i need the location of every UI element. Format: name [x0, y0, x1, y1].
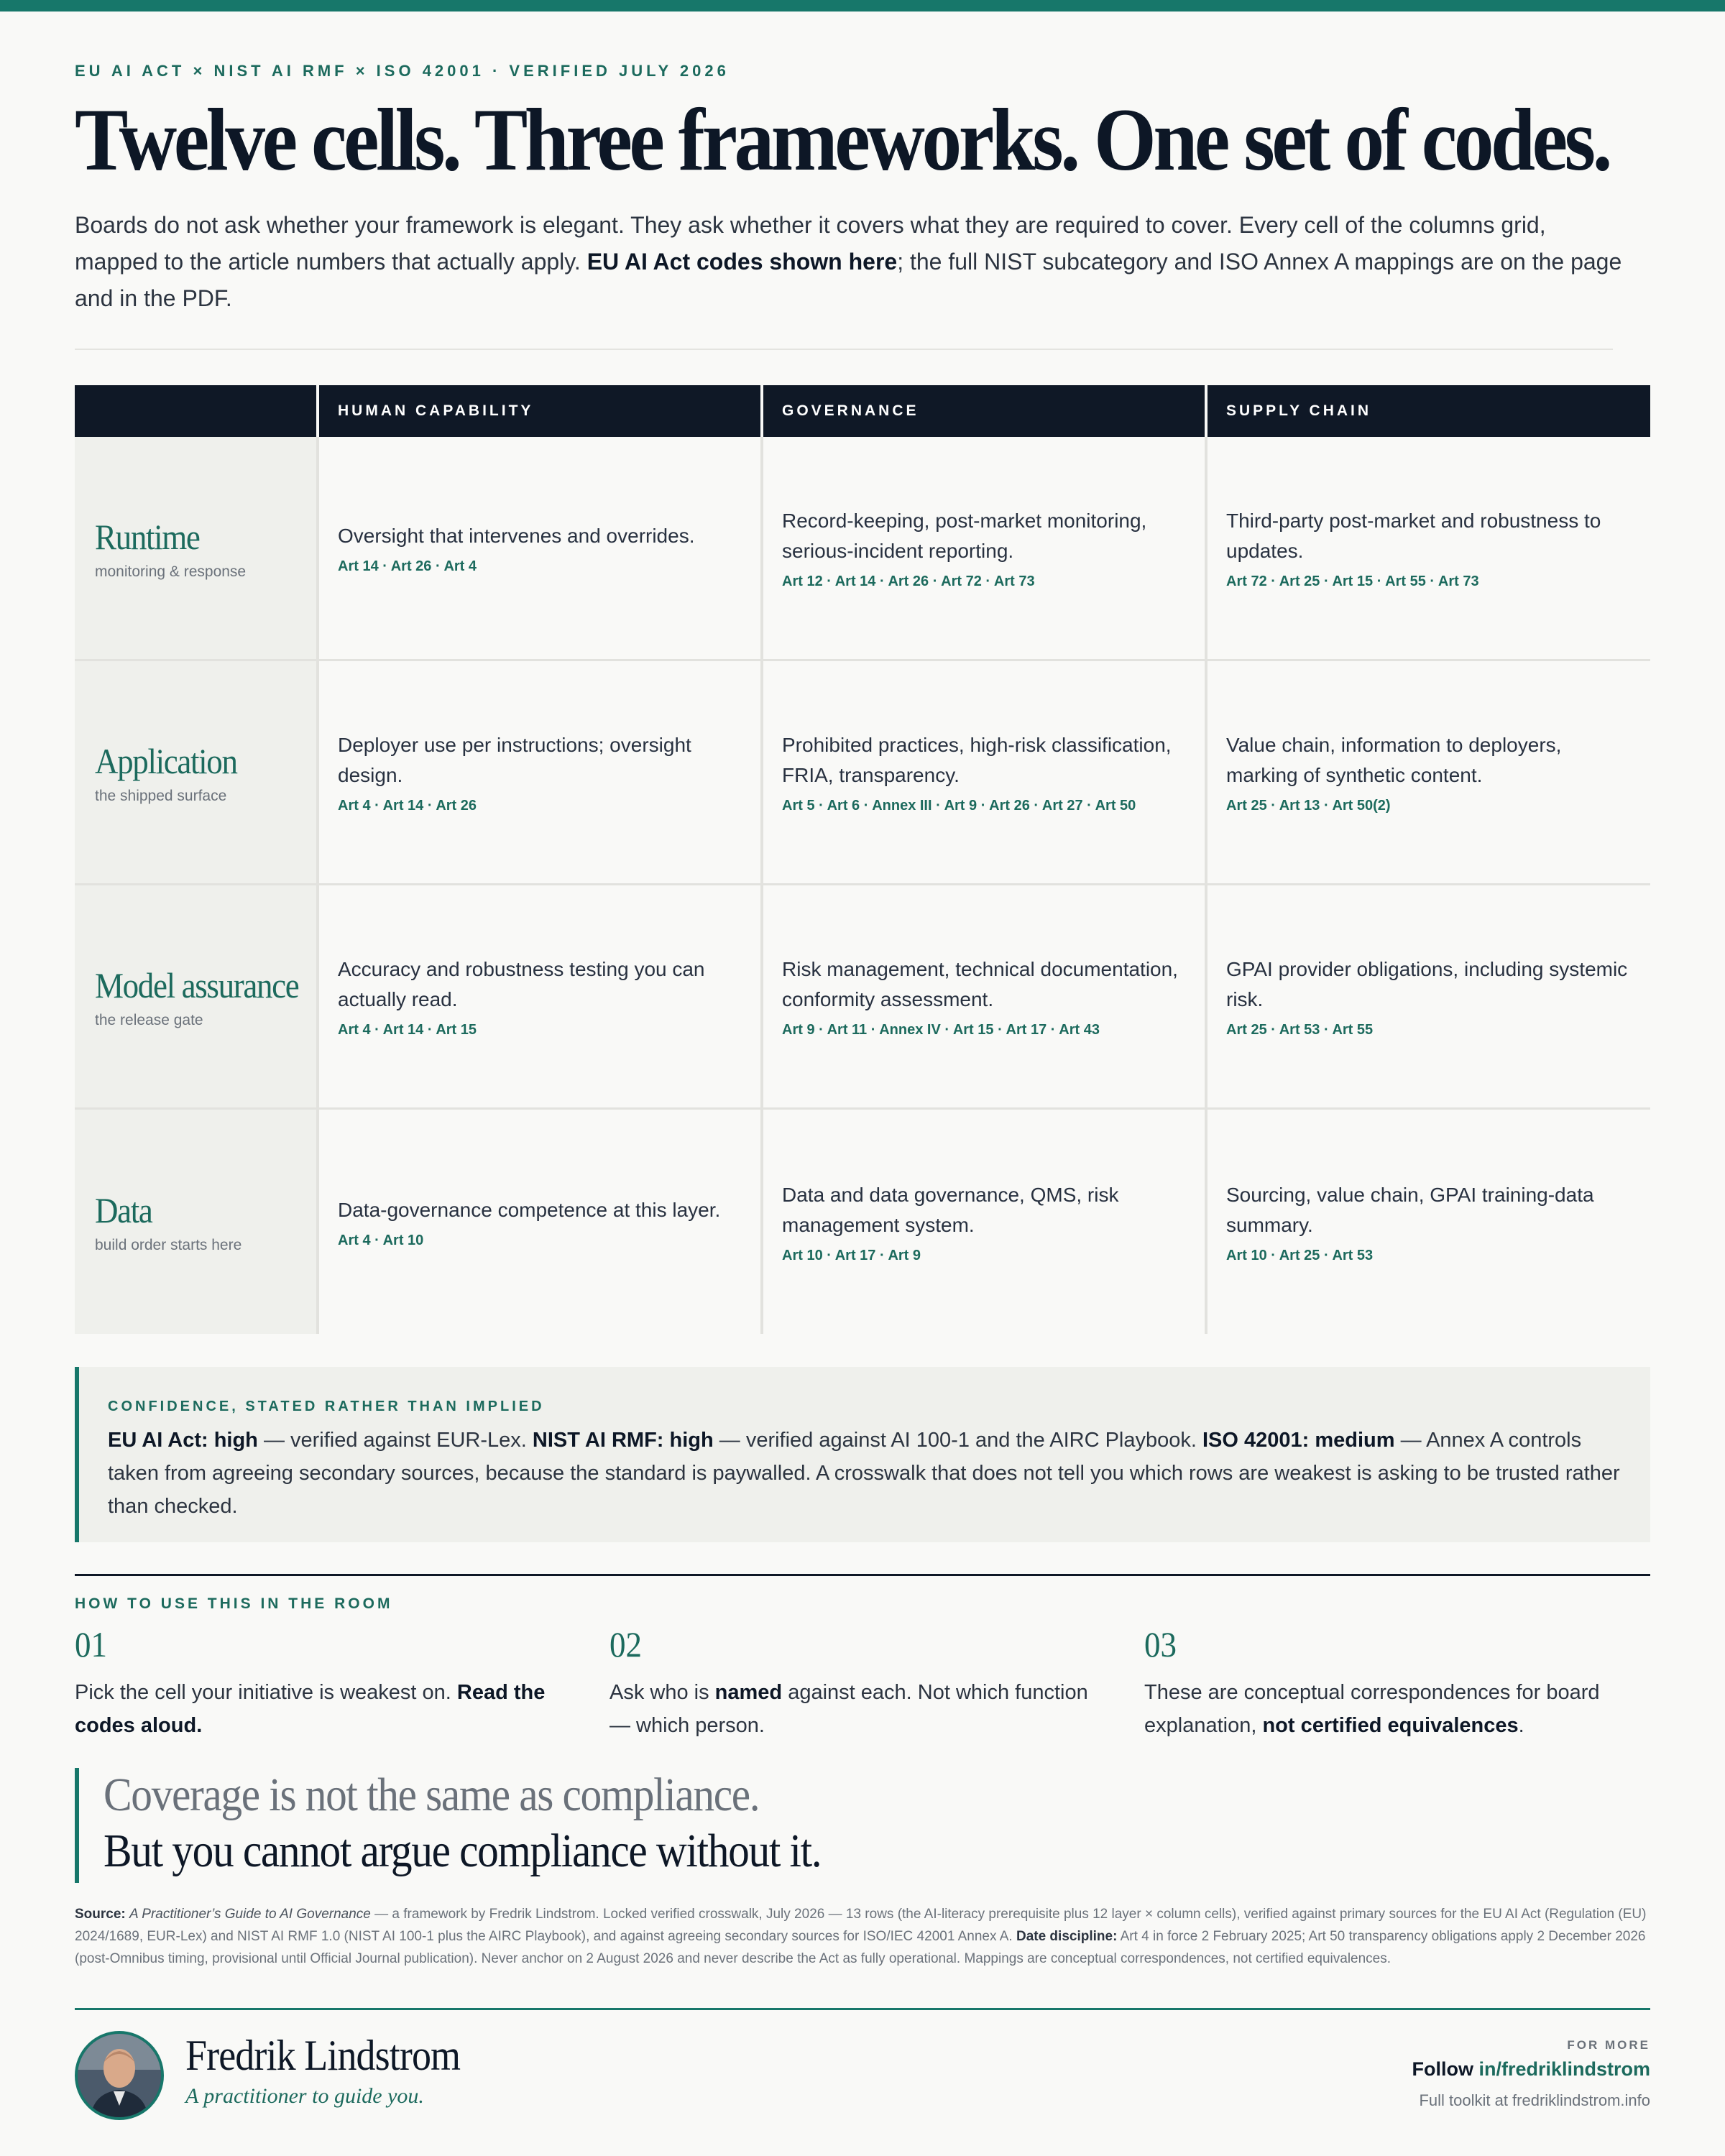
step-text [610, 1676, 1113, 1742]
step-text [1144, 1676, 1647, 1742]
grid-cell [760, 1110, 1205, 1334]
article-codes: Art 72 · Art 25 · Art 15 · Art 55 · Art 73 [1226, 573, 1479, 589]
row-header [75, 1110, 316, 1334]
author-tagline: A practitioner to guide you. [185, 2084, 424, 2108]
article-codes: Art 10 · Art 17 · Art 9 [782, 1247, 921, 1263]
article-codes: Art 4 · Art 14 · Art 26 [338, 798, 477, 814]
follow-label: Follow [1412, 2058, 1473, 2080]
article-codes: Art 14 · Art 26 · Art 4 [338, 558, 477, 574]
grid-cell [1205, 437, 1650, 659]
row-title: Model assurance [95, 964, 299, 1005]
step-text-post: . [1518, 1714, 1524, 1737]
row-header [75, 661, 316, 883]
grid-row-data [75, 1110, 1650, 1334]
footer-divider [75, 2008, 1650, 2010]
eyebrow: EU AI ACT × NIST AI RMF × ISO 42001 · VERIFIED JULY 2026 [75, 62, 730, 80]
step-text-pre: Ask who is [610, 1681, 715, 1704]
intro-text-end: ; the full NIST subcategory and ISO Annex A mappings are on the page and in the PDF. [75, 249, 1622, 311]
confidence-text [108, 1424, 1622, 1523]
grid-cell [1205, 885, 1650, 1107]
quote-line-2: But you cannot argue compliance without it. [104, 1825, 822, 1877]
cell-text: Value chain, information to deployers, marking of synthetic content. [1226, 734, 1562, 786]
source-label: Source: [75, 1907, 126, 1922]
column-header-governance: GOVERNANCE [763, 385, 1205, 437]
column-header-human-capability: HUMAN CAPABILITY [319, 385, 760, 437]
grid-cell [760, 885, 1205, 1107]
row-subtitle: build order starts here [95, 1237, 242, 1253]
confidence-label: CONFIDENCE, STATED RATHER THAN IMPLIED [108, 1399, 545, 1414]
divider [75, 349, 1613, 350]
intro-text: Boards do not ask whether your framework is elegant. They ask whether it covers what they are required to cover. Every cell of the columns grid, mapped to the article numbers that actually apply. [75, 212, 1546, 275]
cell-text: GPAI provider obligations, including systemic risk. [1226, 958, 1628, 1010]
for-more-label: FOR MORE [1567, 2038, 1650, 2052]
article-codes: Art 10 · Art 25 · Art 53 [1226, 1247, 1374, 1263]
cell-text: Data-governance competence at this layer. [338, 1198, 721, 1221]
row-subtitle: the shipped surface [95, 787, 227, 804]
column-header-supply-chain: SUPPLY CHAIN [1208, 385, 1650, 437]
date-discipline-label: Date discipline: [1016, 1929, 1118, 1944]
toolkit-link[interactable]: Full toolkit at fredriklindstrom.info [1419, 2091, 1650, 2109]
grid-header-row [75, 385, 1650, 437]
step-text-bold: Read the codes aloud. [75, 1681, 546, 1737]
person-photo-icon [78, 2034, 161, 2117]
grid-row-application [75, 661, 1650, 885]
grid-row-model-assurance [75, 885, 1650, 1110]
article-codes: Art 12 · Art 14 · Art 26 · Art 72 · Art 73 [782, 573, 1035, 589]
step-01 [75, 1623, 578, 1742]
cell-text: Data and data governance, QMS, risk management system. [782, 1183, 1119, 1236]
confidence-callout [75, 1367, 1650, 1542]
row-title: Application [95, 740, 237, 781]
page-title: Twelve cells. Three frameworks. One set of codes. [75, 91, 1609, 189]
row-subtitle: the release gate [95, 1011, 203, 1028]
confidence-iso-note: — Annex A controls taken from agreeing secondary sources, because the standard is paywalled. A crosswalk that does not tell you which rows are weakest is asking to be trusted rather than checked. [108, 1429, 1620, 1518]
grid-cell [1205, 1110, 1650, 1334]
step-text-bold: named [714, 1681, 783, 1704]
quote-line-1: Coverage is not the same as compliance. [104, 1769, 760, 1821]
source-note [75, 1903, 1650, 1970]
source-text: — a framework by Fredrik Lindstrom. Locked verified crosswalk, July 2026 — 13 rows (the AI-literacy prerequisite plus 12 layer × column cells), verified against primary sources for the EU AI Act (Regulation (EU) 2024/1689, EUR-Lex) and NIST AI RMF 1.0 (NIST AI 100-1 plus the AIRC Playbook), and against agreeing secondary sources for ISO/IEC 42001 Annex A. [75, 1907, 1647, 1944]
cell-text: Sourcing, value chain, GPAI training-data summary. [1226, 1183, 1594, 1236]
article-codes: Art 4 · Art 10 [338, 1232, 424, 1248]
step-text-pre: Pick the cell your initiative is weakest on. [75, 1681, 457, 1704]
grid-header-corner [75, 385, 316, 437]
grid-row-runtime [75, 437, 1650, 661]
article-codes: Art 25 · Art 53 · Art 55 [1226, 1022, 1374, 1038]
row-subtitle: monitoring & response [95, 563, 247, 580]
intro-emphasis: EU AI Act codes shown here [586, 249, 898, 275]
article-codes: Art 4 · Art 14 · Art 15 [338, 1022, 477, 1038]
grid-cell [316, 885, 760, 1107]
article-codes: Art 25 · Art 13 · Art 50(2) [1226, 798, 1391, 814]
avatar [75, 2031, 164, 2120]
step-text [75, 1676, 578, 1742]
confidence-nist-note: — verified against AI 100-1 and the AIRC Playbook. [713, 1429, 1202, 1452]
row-title: Data [95, 1190, 152, 1230]
row-header [75, 437, 316, 659]
author-name: Fredrik Lindstrom [185, 2032, 461, 2079]
article-codes: Art 5 · Art 6 · Annex III · Art 9 · Art 26 · Art 27 · Art 50 [782, 798, 1136, 814]
top-accent-bar [0, 0, 1725, 11]
cell-text: Risk management, technical documentation, conformity assessment. [782, 958, 1178, 1010]
grid-cell [316, 661, 760, 883]
step-03 [1144, 1623, 1647, 1742]
confidence-iso: ISO 42001: medium [1202, 1429, 1395, 1452]
linkedin-handle-link[interactable]: in/fredriklindstrom [1478, 2058, 1650, 2080]
grid-cell [760, 437, 1205, 659]
grid-cell [316, 437, 760, 659]
step-number: 03 [1144, 1624, 1177, 1664]
confidence-eu: EU AI Act: high [108, 1429, 258, 1452]
grid-cell [760, 661, 1205, 883]
step-number: 02 [610, 1624, 642, 1664]
confidence-nist: NIST AI RMF: high [532, 1429, 714, 1452]
cell-text: Deployer use per instructions; oversight design. [338, 734, 691, 786]
confidence-eu-note: — verified against EUR-Lex. [257, 1429, 533, 1452]
step-text-post: against each. Not which function — which person. [610, 1681, 1088, 1737]
cell-text: Accuracy and robustness testing you can actually read. [338, 958, 705, 1010]
intro-paragraph [75, 207, 1627, 317]
cell-text: Third-party post-market and robustness to updates. [1226, 510, 1601, 562]
follow-line [1412, 2058, 1650, 2081]
source-book-title: A Practitioner’s Guide to AI Governance [129, 1907, 371, 1922]
row-header [75, 885, 316, 1107]
row-title: Runtime [95, 516, 200, 557]
section-divider [75, 1574, 1650, 1576]
step-02 [610, 1623, 1113, 1742]
step-text-bold: not certified equivalences [1262, 1714, 1519, 1737]
article-codes: Art 9 · Art 11 · Annex IV · Art 15 · Art 17 · Art 43 [782, 1022, 1100, 1038]
how-to-use-label: HOW TO USE THIS IN THE ROOM [75, 1595, 393, 1612]
crosswalk-grid [75, 385, 1650, 1334]
grid-cell [316, 1110, 760, 1334]
date-discipline-text: Art 4 in force 2 February 2025; Art 50 transparency obligations apply 2 December 2026 (post-Omnibus timing, provisional until Official Journal publication). Never anchor on 2 August 2026 and never describe the Act as fully operational. Mappings are conceptual correspondences, not certified equivalences. [75, 1929, 1646, 1966]
step-number: 01 [75, 1624, 107, 1664]
cell-text: Oversight that intervenes and overrides. [338, 525, 695, 547]
step-text-pre: These are conceptual correspondences for board explanation, [1144, 1681, 1600, 1737]
grid-cell [1205, 661, 1650, 883]
cell-text: Prohibited practices, high-risk classification, FRIA, transparency. [782, 734, 1172, 786]
pull-quote [75, 1768, 901, 1883]
cell-text: Record-keeping, post-market monitoring, serious-incident reporting. [782, 510, 1147, 562]
